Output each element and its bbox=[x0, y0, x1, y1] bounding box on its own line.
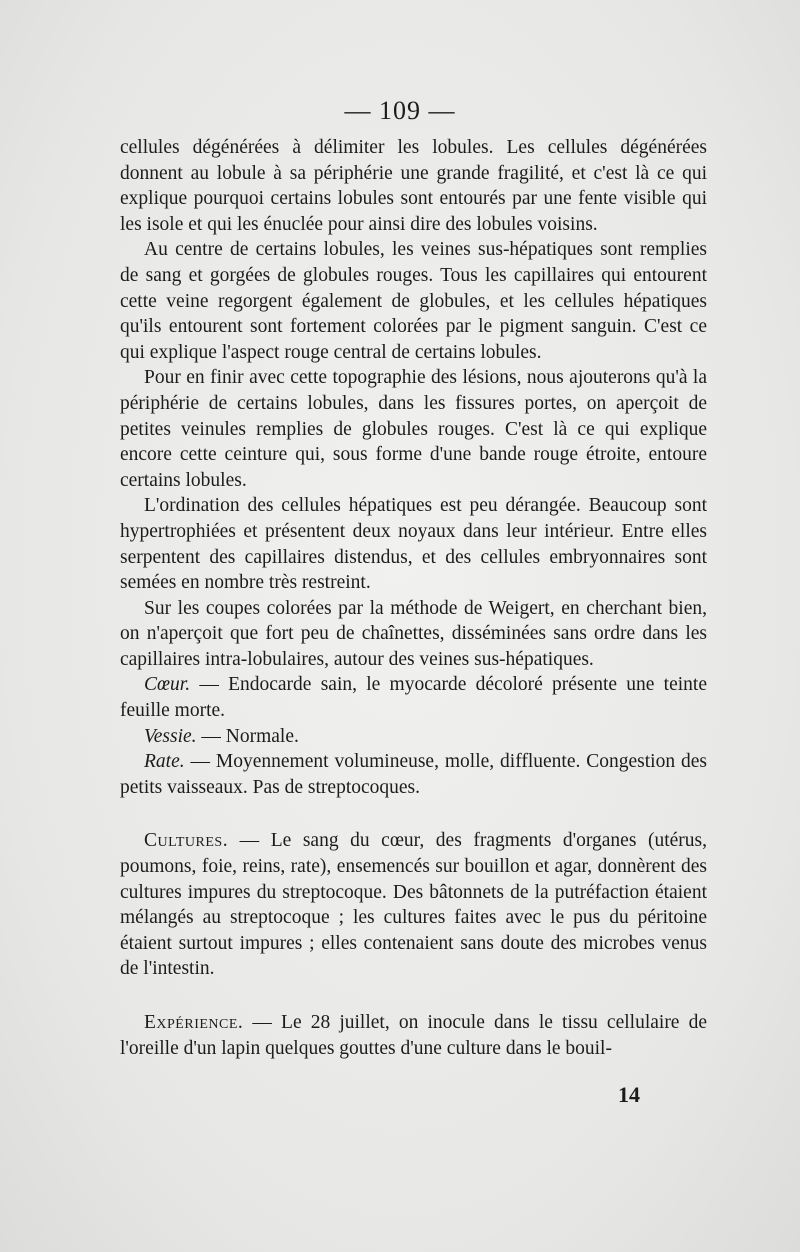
paragraph-experience bbox=[120, 1010, 707, 1061]
rate-text: — Moyennement volumineuse, molle, diffluente. Congestion des petits vaisseaux. Pas de streptocoques. bbox=[120, 751, 707, 798]
coeur-text: — Endocarde sain, le myocarde décoloré présente une teinte feuille morte. bbox=[120, 674, 707, 722]
experience-label: Expérience. bbox=[144, 1012, 244, 1033]
coeur-label: Cœur. bbox=[144, 674, 191, 696]
paragraph-rate bbox=[120, 749, 707, 800]
cultures-text: — Le sang du cœur, des fragments d'organes (utérus, poumons, foie, reins, rate), ensemencés sur bouillon et agar, donnèrent des cultures impures du streptocoque. Des bâtonnets de la putréfaction étaient mélangés au streptocoque ; les cultures faites avec le pus du péritoine étaient surtout impures ; elles contenaient sans doute des microbes venus de l'intestin. bbox=[120, 830, 707, 980]
paragraph-topographie: Pour en finir avec cette topographie des lésions, nous ajouterons qu'à la périphérie de certains lobules, dans les fissures portes, on aperçoit de petites veinules remplies de globules rouges. C'est là ce qui explique encore cette ceinture qui, sous forme d'une bande rouge étroite, entoure certains lobules. bbox=[120, 367, 707, 491]
vessie-label: Vessie. bbox=[144, 725, 197, 747]
paragraph-weigert: Sur les coupes colorées par la méthode de Weigert, en cherchant bien, on n'aperçoit que fort peu de chaînettes, disséminées sans ordre dans les capillaires intra-lobulaires, autour des veines sus-hépatiques. bbox=[120, 597, 707, 670]
vessie-text: — Normale. bbox=[196, 725, 299, 747]
paragraph-cultures bbox=[120, 828, 707, 982]
signature-mark: 14 bbox=[618, 1082, 640, 1107]
body-text bbox=[120, 135, 707, 1061]
experience-text: — Le 28 juillet, on inocule dans le tissu cellulaire de l'oreille d'un lapin quelques gouttes d'une culture dans le bouil- bbox=[120, 1012, 707, 1059]
paragraph-lobules: cellules dégénérées à délimiter les lobules. Les cellules dégénérées donnent au lobule à sa périphérie une grande fragilité, et c'est là ce qui explique pourquoi certains lobules sont entourés par une fente visible qui les isole et qui les énuclée pour ainsi dire des lobules voisins. bbox=[120, 137, 707, 235]
paragraph-coeur bbox=[120, 672, 707, 723]
page-number: — 109 — bbox=[344, 96, 456, 125]
rate-label: Rate. bbox=[144, 751, 185, 773]
paragraph-vessie bbox=[120, 724, 707, 750]
paragraph-ordination: L'ordination des cellules hépatiques est peu dérangée. Beaucoup sont hypertrophiées et présentent deux noyaux dans leur intérieur. Entre elles serpentent des capillaires distendus, et des cellules embryonnaires sont semées en nombre très restreint. bbox=[120, 495, 707, 594]
paragraph-veines: Au centre de certains lobules, les veines sus-hépatiques sont remplies de sang et gorgées de globules rouges. Tous les capillaires qui entourent cette veine regorgent également de globules, et les cellules hépatiques qu'ils entourent sont fortement colorées par le pigment sanguin. C'est ce qui explique l'aspect rouge central de certains lobules. bbox=[120, 239, 707, 363]
cultures-label: Cultures. bbox=[144, 830, 229, 852]
